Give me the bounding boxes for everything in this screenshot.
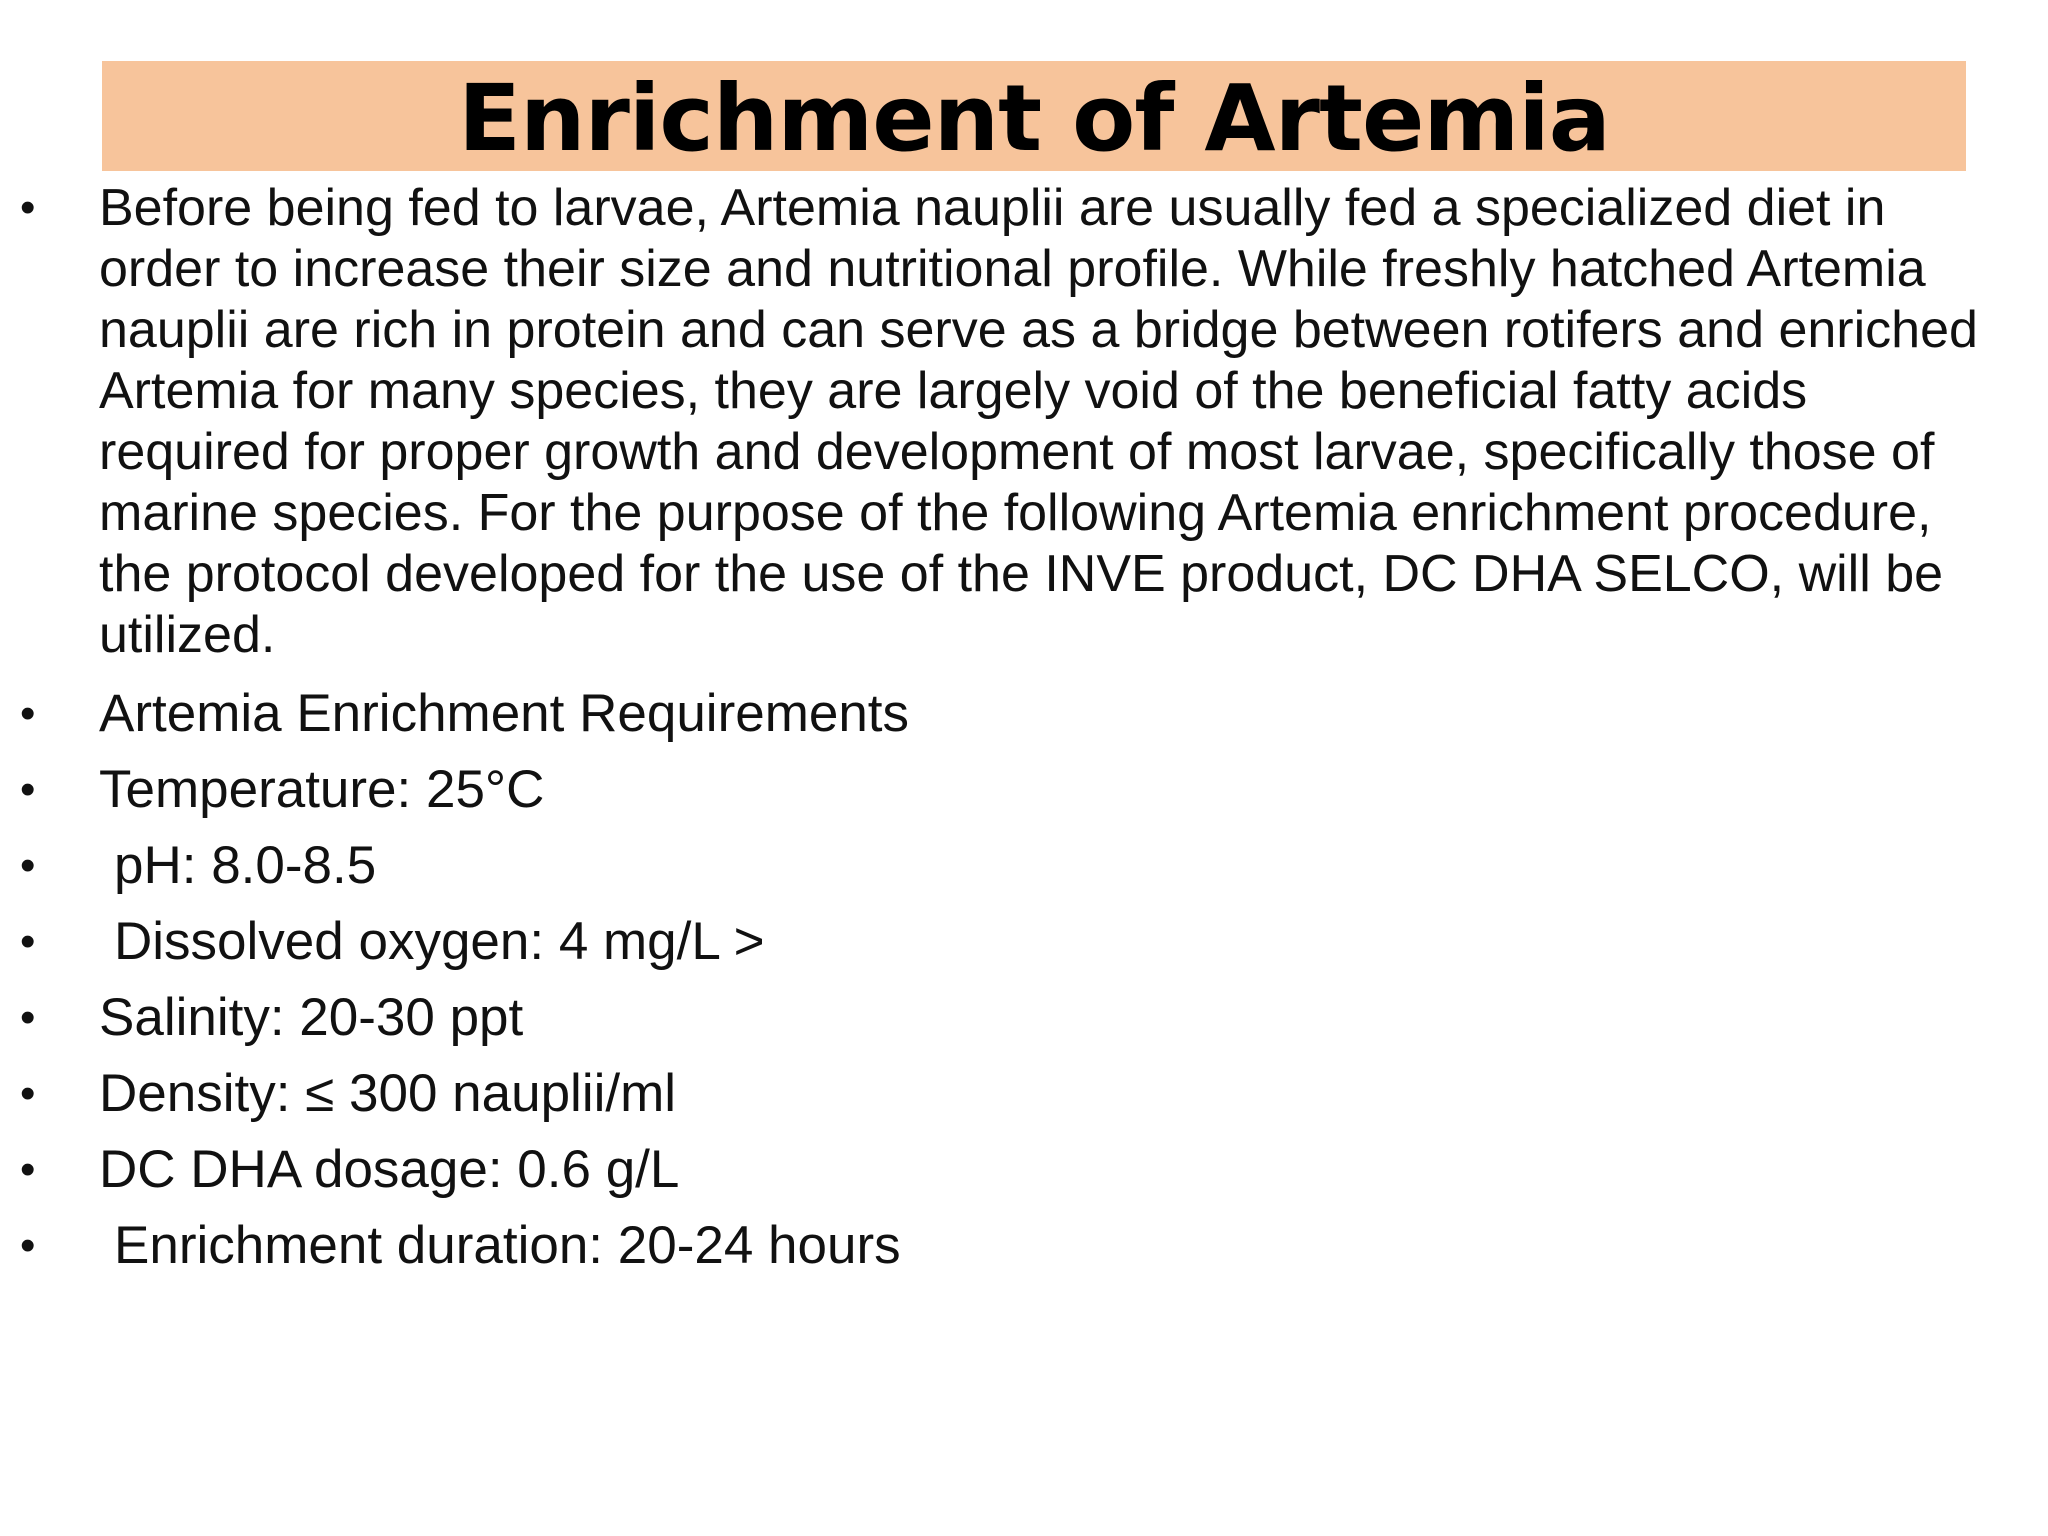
bullet-text: DC DHA dosage: 0.6 g/L [99, 1140, 680, 1199]
bullet-item [0, 1064, 2048, 1124]
bullet-dot-icon: • [20, 1069, 36, 1118]
bullet-item [0, 760, 2048, 820]
bullet-dot-icon: • [20, 917, 36, 966]
bullet-dot-icon: • [20, 1221, 36, 1270]
bullet-text: Density: ≤ 300 nauplii/ml [99, 1064, 677, 1123]
bullet-list [0, 178, 2048, 1292]
bullet-dot-icon: • [20, 993, 36, 1042]
bullet-text: Temperature: 25°C [99, 760, 545, 819]
bullet-item [0, 836, 2048, 896]
bullet-item [0, 684, 2048, 744]
bullet-text: Before being fed to larvae, Artemia nauplii are usually fed a specialized diet in order to increase their size and nutritional profile. While freshly hatched Artemia nauplii are rich in protein and can serve as a bridge between rotifers and enriched Artemia for many species, they are largely void of the beneficial fatty acids required for proper growth and development of most larvae, specifically those of marine species. For the purpose of the following Artemia enrichment procedure, the protocol developed for the use of the INVE product, DC DHA SELCO, will be utilized. [99, 179, 1978, 664]
title-bar [102, 61, 1966, 171]
bullet-text: Salinity: 20-30 ppt [99, 988, 524, 1047]
bullet-dot-icon: • [20, 689, 36, 738]
bullet-item [0, 988, 2048, 1048]
bullet-dot-icon: • [20, 1145, 36, 1194]
bullet-text: Artemia Enrichment Requirements [99, 684, 910, 743]
slide-title: Enrichment of Artemia [458, 65, 1610, 172]
bullet-dot-icon: • [20, 841, 36, 890]
bullet-text: pH: 8.0-8.5 [114, 836, 377, 895]
bullet-item [0, 178, 2048, 666]
bullet-item [0, 1140, 2048, 1200]
bullet-item [0, 912, 2048, 972]
bullet-text: Enrichment duration: 20-24 hours [114, 1216, 901, 1275]
bullet-dot-icon: • [20, 183, 36, 232]
bullet-text: Dissolved oxygen: 4 mg/L > [114, 912, 765, 971]
bullet-dot-icon: • [20, 765, 36, 814]
bullet-item [0, 1216, 2048, 1276]
